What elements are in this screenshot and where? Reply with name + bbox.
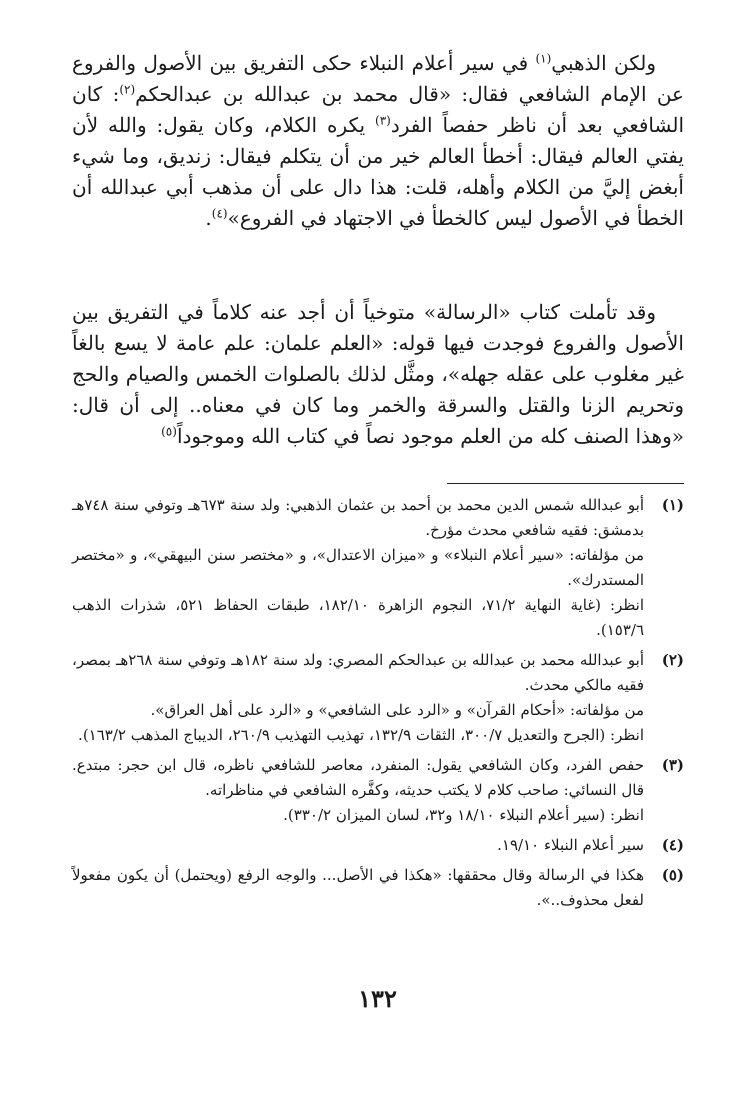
paragraph-1-text-c: : كان الشافعي بعد أن ناظر حفصاً الفرد [72,82,684,137]
footnote-line: أبو عبدالله شمس الدين محمد بن أحمد بن عثمان الذهبي: ولد سنة ٦٧٣هـ وتوفي سنة ٧٤٨هـ بدمشق: فقيه شافعي محدث مؤرخ. [72,496,644,539]
main-paragraph-2 [72,297,684,452]
footnote-4 [72,833,684,858]
paragraph-1-text-d: يكره الكلام، وكان يقول: والله لأن يفتي العالم فيقال: أخطأ العالم خير من أن يتكلم فيقال: زنديق، وما شيء أبغض إليَّ من الكلام وأهله، قلت: هذا دال على أن مذهب أبي عبدالله أن الخطأ في الأصول ليس كالخطأ في الاجتهاد في الفروع» [72,113,684,230]
footnote-number: (١) [661,496,684,514]
footnote-ref-2[interactable]: (٢) [119,82,136,97]
paragraph-1-text-a: ولكن الذهبي [551,51,656,75]
footnote-5 [72,863,684,913]
footnote-line: انظر: (سير أعلام النبلاء ١٨/١٠ و٣٢، لسان الميزان ٣٣٠/٢). [283,806,644,824]
paragraph-2-text: وقد تأملت كتاب «الرسالة» متوخياً أن أجد عنه كلاماً في التفريق بين الأصول والفروع فوجدت فيها قوله: «العلم علمان: علم عامة لا يسع بالغاً غير مغلوب على عقله جهله»، ومثَّل لذلك بالصلوات الخمس والصيام والحج وتحريم الزنا والقتل والسرقة والخمر وما كان في معناه.. إلى أن قال: «وهذا الصنف كله من العلم موجود نصاً في كتاب الله وموجوداً [72,300,684,448]
footnote-number: (٢) [661,651,684,669]
footnotes [72,493,684,918]
footnote-number: (٣) [661,756,684,774]
footnote-ref-4[interactable]: (٤) [211,206,228,221]
footnote-line: انظر: (الجرح والتعديل ٣٠٠/٧، الثقات ١٣٢/٩، تهذيب التهذيب ٢٦٠/٩، الديباج المذهب ١٦٣/٢). [78,726,644,744]
footnote-line: من مؤلفاته: «أحكام القرآن» و «الرد على الشافعي» و «الرد على أهل العراق». [150,701,644,719]
footnote-line: حفص الفرد، وكان الشافعي يقول: المنفرد، معاصر للشافعي ناظره، قال ابن حجر: مبتدع. قال النسائي: صاحب كلام لا يكتب حديثه، وكفَّره الشافعي في مناظراته. [72,756,644,799]
footnote-ref-3[interactable]: (٣) [375,113,391,128]
footnote-1 [72,493,684,643]
paragraph-1-end: . [205,206,212,230]
footnote-number: (٤) [661,836,684,854]
page-number: ١٣٢ [358,984,397,1013]
footnote-3 [72,753,684,828]
paragraph-1-text-b: في سير أعلام النبلاء حكى التفريق بين الأصول والفروع عن الإمام الشافعي فقال: «قال محمد بن عبدالله بن عبدالحكم [72,51,684,106]
footnote-2 [72,648,684,748]
footnote-separator [447,483,684,484]
footnote-line: أبو عبدالله محمد بن عبدالله بن عبدالحكم المصري: ولد سنة ١٨٢هـ وتوفي سنة ٢٦٨هـ بمصر، فقيه مالكي محدث. [72,651,645,694]
main-paragraph-1 [72,48,684,234]
footnote-line: سير أعلام النبلاء ١٩/١٠. [497,836,644,854]
footnote-ref-1[interactable]: (١) [535,51,552,66]
footnote-number: (٥) [661,866,684,884]
footnote-line: انظر: (غاية النهاية ٧١/٢، النجوم الزاهرة ١٨٢/١٠، طبقات الحفاظ ٥٢١، شذرات الذهب ١٥٣/٦). [72,596,644,639]
footnote-line: هكذا في الرسالة وقال محققها: «هكذا في الأصل... والوجه الرفع (ويحتمل) أن يكون مفعولاً لفعل محذوف..». [72,866,644,909]
footnote-line: من مؤلفاته: «سير أعلام النبلاء» و «ميزان الاعتدال»، و «مختصر سنن البيهقي»، و «مختصر المستدرك». [72,546,644,589]
footnote-ref-5[interactable]: (٥) [161,424,177,439]
